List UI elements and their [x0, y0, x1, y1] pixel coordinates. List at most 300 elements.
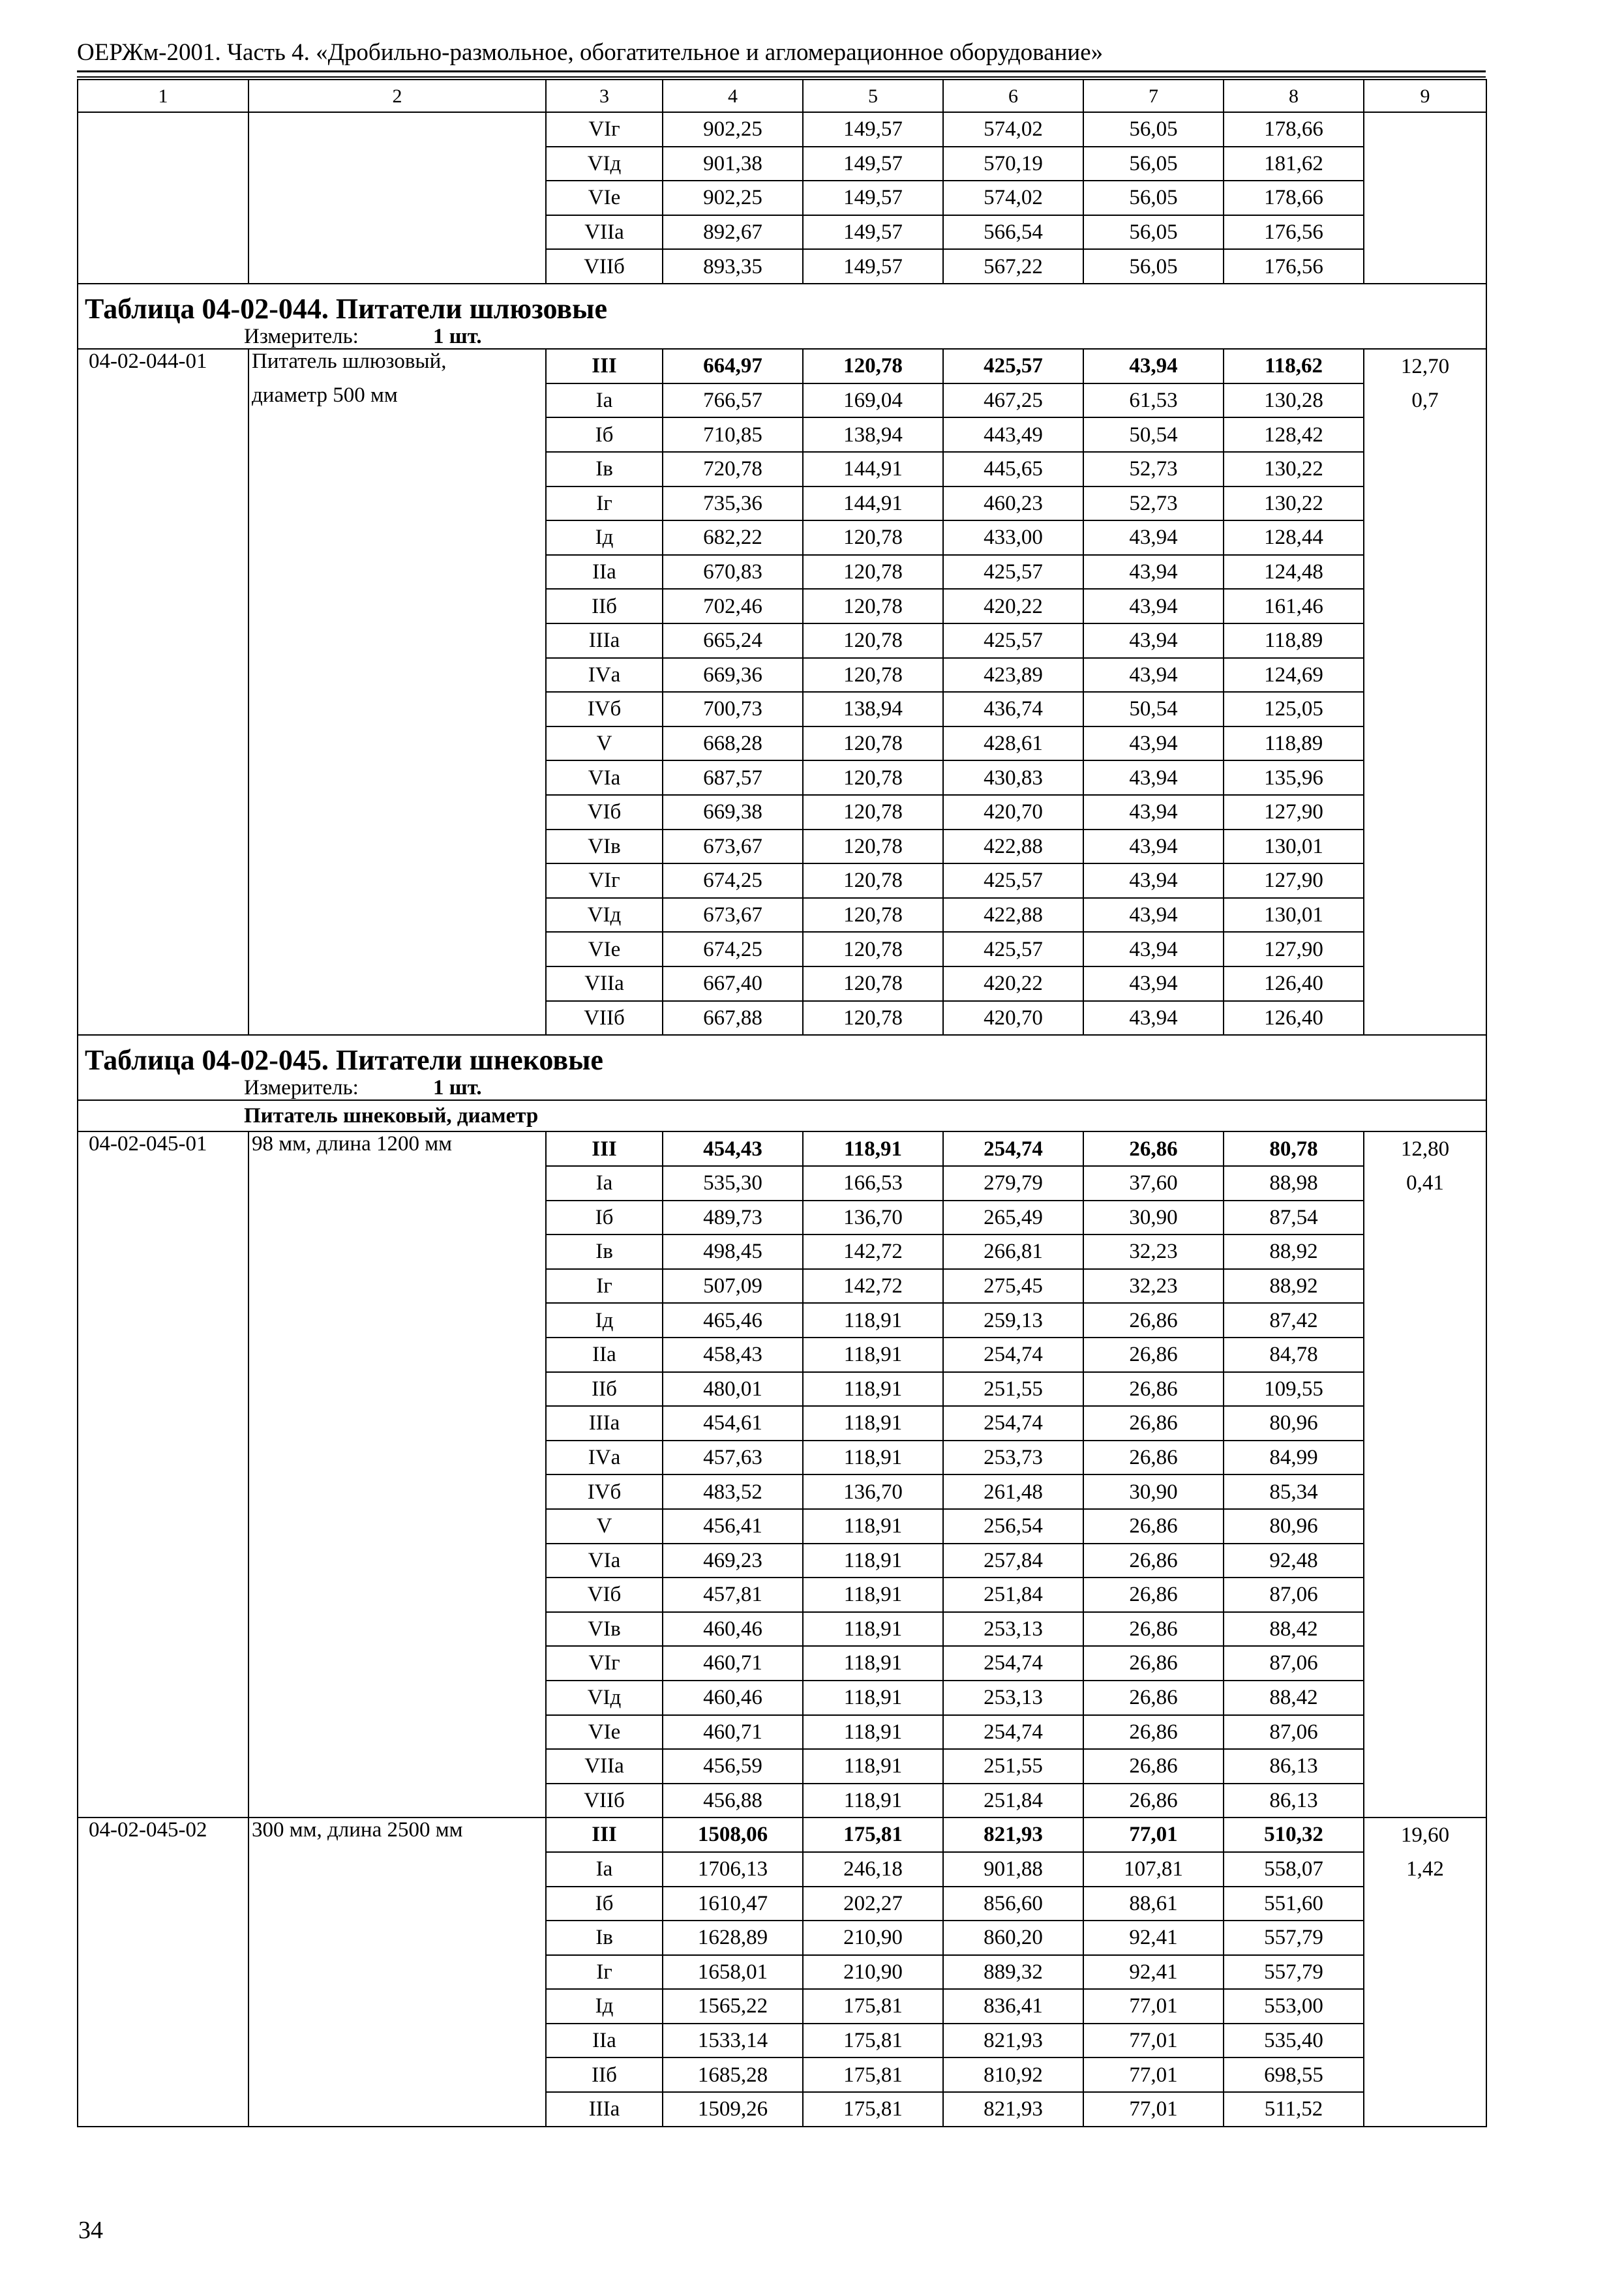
value-cell: 570,19 — [943, 147, 1083, 181]
unit-label: Измеритель: — [244, 324, 359, 348]
zone-cell: VIIа — [546, 1749, 663, 1784]
zone-cell: VIIа — [546, 215, 663, 250]
value-cell: 120,78 — [803, 726, 943, 761]
column-9-cell — [1364, 1406, 1486, 1441]
value-cell: 1685,28 — [663, 2057, 803, 2092]
value-cell: 175,81 — [803, 2024, 943, 2058]
rate-name-cell — [248, 760, 546, 795]
value-cell: 92,41 — [1083, 1921, 1224, 1955]
value-cell: 142,72 — [803, 1269, 943, 1304]
value-cell: 251,84 — [943, 1578, 1083, 1612]
table-row — [78, 349, 1486, 383]
value-cell: 420,70 — [943, 795, 1083, 830]
table-row — [78, 623, 1486, 658]
value-cell: 425,57 — [943, 349, 1083, 383]
column-number: 9 — [1364, 80, 1486, 112]
value-cell: 1628,89 — [663, 1921, 803, 1955]
table-row — [78, 1852, 1486, 1887]
value-cell: 175,81 — [803, 2057, 943, 2092]
table-row — [78, 795, 1486, 830]
value-cell: 26,86 — [1083, 1749, 1224, 1784]
zone-cell: VIв — [546, 1612, 663, 1647]
column-9-cell — [1364, 2024, 1486, 2058]
value-cell: 456,59 — [663, 1749, 803, 1784]
value-cell: 253,13 — [943, 1612, 1083, 1647]
column-9-cell — [1364, 1234, 1486, 1269]
column-9-cell — [1364, 1887, 1486, 1921]
value-cell: 458,43 — [663, 1338, 803, 1372]
value-cell: 130,22 — [1224, 452, 1364, 486]
column-9-cell — [1364, 1921, 1486, 1955]
value-cell: 674,25 — [663, 932, 803, 966]
rate-name-cell — [248, 830, 546, 864]
column-9-cell — [1364, 1338, 1486, 1372]
rate-code-cell — [78, 863, 248, 898]
value-cell: 118,91 — [803, 1715, 943, 1750]
column-9-cell — [1364, 1201, 1486, 1235]
value-cell: 118,91 — [803, 1646, 943, 1681]
value-cell: 26,86 — [1083, 1303, 1224, 1338]
value-cell: 682,22 — [663, 520, 803, 555]
table-row — [78, 1715, 1486, 1750]
zone-cell: V — [546, 726, 663, 761]
value-cell: 50,54 — [1083, 417, 1224, 452]
rate-code-cell: 04-02-045-02 — [78, 1818, 248, 1852]
table-row — [78, 555, 1486, 590]
rate-code-cell — [78, 1681, 248, 1715]
value-cell: 120,78 — [803, 830, 943, 864]
value-cell: 118,91 — [803, 1406, 943, 1441]
zone-cell: VIд — [546, 1681, 663, 1715]
column-9-cell — [1364, 1646, 1486, 1681]
rate-code-cell — [78, 1406, 248, 1441]
rate-code-cell — [78, 486, 248, 521]
unit-row — [78, 1076, 1486, 1100]
value-cell: 454,61 — [663, 1406, 803, 1441]
rate-name-cell — [248, 1715, 546, 1750]
value-cell: 77,01 — [1083, 1818, 1224, 1852]
table-row — [78, 692, 1486, 726]
zone-cell: Iв — [546, 452, 663, 486]
value-cell: 673,67 — [663, 830, 803, 864]
column-9-cell: 1,42 — [1364, 1852, 1486, 1887]
value-cell: 43,94 — [1083, 658, 1224, 693]
value-cell: 26,86 — [1083, 1441, 1224, 1475]
value-cell: 553,00 — [1224, 1989, 1364, 2024]
table-row — [78, 1921, 1486, 1955]
value-cell: 126,40 — [1224, 1001, 1364, 1036]
value-cell: 120,78 — [803, 898, 943, 933]
rate-name-cell — [248, 1646, 546, 1681]
rate-code-cell — [78, 555, 248, 590]
value-cell: 118,91 — [803, 1749, 943, 1784]
value-cell: 43,94 — [1083, 1001, 1224, 1036]
value-cell: 574,02 — [943, 112, 1083, 147]
rate-name-cell — [248, 1887, 546, 1921]
column-9-cell: 0,7 — [1364, 383, 1486, 418]
zone-cell: Iд — [546, 1989, 663, 2024]
header-rule-thin — [77, 76, 1486, 78]
value-cell: 535,30 — [663, 1166, 803, 1201]
zone-cell: IVб — [546, 1474, 663, 1509]
value-cell: 26,86 — [1083, 1681, 1224, 1715]
column-9-cell — [1364, 1509, 1486, 1544]
value-cell: 510,32 — [1224, 1818, 1364, 1852]
rate-code-cell — [78, 2057, 248, 2092]
value-cell: 87,54 — [1224, 1201, 1364, 1235]
value-cell: 88,61 — [1083, 1887, 1224, 1921]
rate-code-cell — [78, 1715, 248, 1750]
table-row — [78, 112, 1486, 147]
value-cell: 902,25 — [663, 112, 803, 147]
value-cell: 483,52 — [663, 1474, 803, 1509]
column-9-cell — [1364, 1001, 1486, 1036]
rate-name-cell — [248, 966, 546, 1001]
zone-cell: V — [546, 1509, 663, 1544]
rate-name-cell — [248, 215, 546, 250]
rate-name-cell — [248, 692, 546, 726]
value-cell: 443,49 — [943, 417, 1083, 452]
value-cell: 457,81 — [663, 1578, 803, 1612]
rate-code-cell — [78, 1269, 248, 1304]
value-cell: 88,92 — [1224, 1234, 1364, 1269]
subtitle-cell — [78, 1100, 1486, 1131]
rate-code-cell — [78, 1166, 248, 1201]
column-number: 4 — [663, 80, 803, 112]
value-cell: 118,89 — [1224, 726, 1364, 761]
rate-name-cell — [248, 1509, 546, 1544]
zone-cell: VIг — [546, 863, 663, 898]
rate-code-cell — [78, 1921, 248, 1955]
value-cell: 210,90 — [803, 1955, 943, 1990]
table-row — [78, 249, 1486, 284]
zone-cell: IIа — [546, 1338, 663, 1372]
value-cell: 77,01 — [1083, 2057, 1224, 2092]
value-cell: 120,78 — [803, 966, 943, 1001]
value-cell: 460,71 — [663, 1646, 803, 1681]
value-cell: 567,22 — [943, 249, 1083, 284]
value-cell: 860,20 — [943, 1921, 1083, 1955]
value-cell: 86,13 — [1224, 1784, 1364, 1818]
rate-name-cell — [248, 249, 546, 284]
value-cell: 664,97 — [663, 349, 803, 383]
value-cell: 169,04 — [803, 383, 943, 418]
header-rule — [77, 70, 1486, 72]
value-cell: 456,88 — [663, 1784, 803, 1818]
zone-cell: VIа — [546, 760, 663, 795]
value-cell: 210,90 — [803, 1921, 943, 1955]
table-row — [78, 1441, 1486, 1475]
value-cell: 128,44 — [1224, 520, 1364, 555]
rate-code-cell — [78, 249, 248, 284]
value-cell: 30,90 — [1083, 1474, 1224, 1509]
zone-cell: Iб — [546, 1887, 663, 1921]
table-row — [78, 383, 1486, 418]
table-title: Таблица 04-02-045. Питатели шнековые — [78, 1035, 1486, 1076]
value-cell: 32,23 — [1083, 1269, 1224, 1304]
value-cell: 144,91 — [803, 486, 943, 521]
table-row — [78, 658, 1486, 693]
rate-code-cell — [78, 1544, 248, 1578]
table-row — [78, 1406, 1486, 1441]
value-cell: 176,56 — [1224, 249, 1364, 284]
value-cell: 80,78 — [1224, 1131, 1364, 1166]
rate-name-cell — [248, 658, 546, 693]
value-cell: 120,78 — [803, 658, 943, 693]
table-row — [78, 1234, 1486, 1269]
value-cell: 149,57 — [803, 112, 943, 147]
zone-cell: VIд — [546, 898, 663, 933]
value-cell: 674,25 — [663, 863, 803, 898]
column-number: 6 — [943, 80, 1083, 112]
value-cell: 118,62 — [1224, 349, 1364, 383]
unit-row — [78, 325, 1486, 349]
value-cell: 465,46 — [663, 1303, 803, 1338]
value-cell: 161,46 — [1224, 589, 1364, 623]
value-cell: 821,93 — [943, 2024, 1083, 2058]
column-9-cell — [1364, 555, 1486, 590]
rate-name-cell — [248, 898, 546, 933]
value-cell: 120,78 — [803, 1001, 943, 1036]
column-number-row — [78, 80, 1486, 112]
value-cell: 422,88 — [943, 898, 1083, 933]
value-cell: 535,40 — [1224, 2024, 1364, 2058]
value-cell: 88,98 — [1224, 1166, 1364, 1201]
rate-code-cell — [78, 1578, 248, 1612]
value-cell: 467,25 — [943, 383, 1083, 418]
value-cell: 251,84 — [943, 1784, 1083, 1818]
value-cell: 425,57 — [943, 863, 1083, 898]
value-cell: 26,86 — [1083, 1406, 1224, 1441]
value-cell: 423,89 — [943, 658, 1083, 693]
table-row — [78, 1646, 1486, 1681]
rate-name-cell — [248, 1372, 546, 1407]
column-9-cell — [1364, 1578, 1486, 1612]
rate-code-cell — [78, 966, 248, 1001]
rate-name-cell — [248, 1578, 546, 1612]
value-cell: 425,57 — [943, 623, 1083, 658]
value-cell: 30,90 — [1083, 1201, 1224, 1235]
rate-name-cell — [248, 2057, 546, 2092]
table-row — [78, 147, 1486, 181]
rate-name-cell — [248, 1784, 546, 1818]
value-cell: 87,42 — [1224, 1303, 1364, 1338]
value-cell: 138,94 — [803, 692, 943, 726]
rate-name-cell — [248, 1612, 546, 1647]
value-cell: 128,42 — [1224, 417, 1364, 452]
page-number: 34 — [78, 2217, 103, 2244]
value-cell: 26,86 — [1083, 1646, 1224, 1681]
rate-code-cell — [78, 623, 248, 658]
column-9-cell — [1364, 932, 1486, 966]
value-cell: 175,81 — [803, 1818, 943, 1852]
rate-code-cell — [78, 2092, 248, 2127]
table-row — [78, 760, 1486, 795]
value-cell: 433,00 — [943, 520, 1083, 555]
value-cell: 80,96 — [1224, 1509, 1364, 1544]
value-cell: 43,94 — [1083, 830, 1224, 864]
value-cell: 275,45 — [943, 1269, 1083, 1304]
rate-code-cell — [78, 1372, 248, 1407]
value-cell: 136,70 — [803, 1474, 943, 1509]
value-cell: 26,86 — [1083, 1612, 1224, 1647]
value-cell: 259,13 — [943, 1303, 1083, 1338]
rate-code-cell — [78, 1989, 248, 2024]
value-cell: 1610,47 — [663, 1887, 803, 1921]
value-cell: 557,79 — [1224, 1955, 1364, 1990]
value-cell: 118,91 — [803, 1303, 943, 1338]
value-cell: 43,94 — [1083, 623, 1224, 658]
value-cell: 118,91 — [803, 1784, 943, 1818]
zone-cell: VIб — [546, 1578, 663, 1612]
value-cell: 26,86 — [1083, 1338, 1224, 1372]
rate-code-cell — [78, 1201, 248, 1235]
value-cell: 498,45 — [663, 1234, 803, 1269]
value-cell: 178,66 — [1224, 112, 1364, 147]
rate-code-cell — [78, 658, 248, 693]
table-row — [78, 1131, 1486, 1166]
rate-code-cell — [78, 1303, 248, 1338]
value-cell: 149,57 — [803, 215, 943, 250]
value-cell: 118,91 — [803, 1578, 943, 1612]
rate-code-cell — [78, 1474, 248, 1509]
value-cell: 120,78 — [803, 555, 943, 590]
column-9-cell — [1364, 830, 1486, 864]
value-cell: 428,61 — [943, 726, 1083, 761]
column-9-cell — [1364, 112, 1486, 147]
column-9-cell — [1364, 1441, 1486, 1475]
column-9-cell — [1364, 520, 1486, 555]
table-row — [78, 1474, 1486, 1509]
zone-cell: IIIа — [546, 1406, 663, 1441]
value-cell: 557,79 — [1224, 1921, 1364, 1955]
column-9-cell — [1364, 417, 1486, 452]
value-cell: 669,38 — [663, 795, 803, 830]
rate-code-cell — [78, 1646, 248, 1681]
rate-code-cell — [78, 1784, 248, 1818]
column-9-cell — [1364, 2092, 1486, 2127]
subtitle-text: Питатель шнековый, диаметр — [244, 1104, 539, 1128]
subtitle-row — [78, 1100, 1486, 1131]
value-cell: 84,78 — [1224, 1338, 1364, 1372]
table-row — [78, 1269, 1486, 1304]
value-cell: 667,88 — [663, 1001, 803, 1036]
rate-name-cell — [248, 555, 546, 590]
value-cell: 130,01 — [1224, 830, 1364, 864]
value-cell: 673,67 — [663, 898, 803, 933]
value-cell: 118,91 — [803, 1544, 943, 1578]
value-cell: 149,57 — [803, 249, 943, 284]
value-cell: 118,91 — [803, 1509, 943, 1544]
value-cell: 178,66 — [1224, 181, 1364, 215]
rate-name-cell — [248, 1681, 546, 1715]
rate-code-cell — [78, 932, 248, 966]
column-9-cell — [1364, 1612, 1486, 1647]
value-cell: 26,86 — [1083, 1578, 1224, 1612]
table-row — [78, 1166, 1486, 1201]
column-9-cell — [1364, 215, 1486, 250]
value-cell: 175,81 — [803, 1989, 943, 2024]
value-cell: 1508,06 — [663, 1818, 803, 1852]
rate-name-cell: 300 мм, длина 2500 мм — [248, 1818, 546, 1852]
table-row — [78, 966, 1486, 1001]
rate-code-cell — [78, 2024, 248, 2058]
value-cell: 56,05 — [1083, 112, 1224, 147]
rate-code-cell — [78, 1887, 248, 1921]
value-cell: 92,48 — [1224, 1544, 1364, 1578]
column-9-cell — [1364, 898, 1486, 933]
value-cell: 77,01 — [1083, 2092, 1224, 2127]
column-9-cell: 0,41 — [1364, 1166, 1486, 1201]
value-cell: 52,73 — [1083, 452, 1224, 486]
zone-cell: III — [546, 349, 663, 383]
rate-name-cell — [248, 1749, 546, 1784]
column-9-cell — [1364, 1681, 1486, 1715]
value-cell: 668,28 — [663, 726, 803, 761]
rate-code-cell — [78, 1955, 248, 1990]
value-cell: 118,91 — [803, 1441, 943, 1475]
rate-code-cell — [78, 898, 248, 933]
value-cell: 87,06 — [1224, 1578, 1364, 1612]
value-cell: 26,86 — [1083, 1509, 1224, 1544]
table-row — [78, 2057, 1486, 2092]
value-cell: 460,23 — [943, 486, 1083, 521]
column-9-cell — [1364, 726, 1486, 761]
zone-cell: IVб — [546, 692, 663, 726]
rate-name-cell — [248, 726, 546, 761]
value-cell: 127,90 — [1224, 863, 1364, 898]
rate-name-cell — [248, 452, 546, 486]
table-row — [78, 1989, 1486, 2024]
value-cell: 202,27 — [803, 1887, 943, 1921]
rate-name-cell — [248, 1406, 546, 1441]
rate-code-cell — [78, 215, 248, 250]
value-cell: 127,90 — [1224, 795, 1364, 830]
value-cell: 687,57 — [663, 760, 803, 795]
value-cell: 265,49 — [943, 1201, 1083, 1235]
rate-code-cell — [78, 1441, 248, 1475]
value-cell: 130,22 — [1224, 486, 1364, 521]
table-row — [78, 898, 1486, 933]
rate-name-cell — [248, 1303, 546, 1338]
value-cell: 120,78 — [803, 589, 943, 623]
value-cell: 149,57 — [803, 147, 943, 181]
value-cell: 50,54 — [1083, 692, 1224, 726]
column-9-cell — [1364, 795, 1486, 830]
zone-cell: Iд — [546, 1303, 663, 1338]
rate-code-cell — [78, 417, 248, 452]
rate-name-cell — [248, 1166, 546, 1201]
value-cell: 425,57 — [943, 932, 1083, 966]
value-cell: 901,88 — [943, 1852, 1083, 1887]
price-table — [77, 79, 1487, 2127]
rate-name-cell — [248, 1201, 546, 1235]
rate-name-cell — [248, 181, 546, 215]
zone-cell: VIIб — [546, 249, 663, 284]
column-9-cell: 12,70 — [1364, 349, 1486, 383]
value-cell: 43,94 — [1083, 966, 1224, 1001]
zone-cell: VIв — [546, 830, 663, 864]
table-row — [78, 1955, 1486, 1990]
value-cell: 901,38 — [663, 147, 803, 181]
value-cell: 469,23 — [663, 1544, 803, 1578]
rate-code-cell — [78, 726, 248, 761]
value-cell: 254,74 — [943, 1646, 1083, 1681]
zone-cell: IIб — [546, 589, 663, 623]
value-cell: 460,71 — [663, 1715, 803, 1750]
zone-cell: IIа — [546, 2024, 663, 2058]
rate-name-cell — [248, 1441, 546, 1475]
